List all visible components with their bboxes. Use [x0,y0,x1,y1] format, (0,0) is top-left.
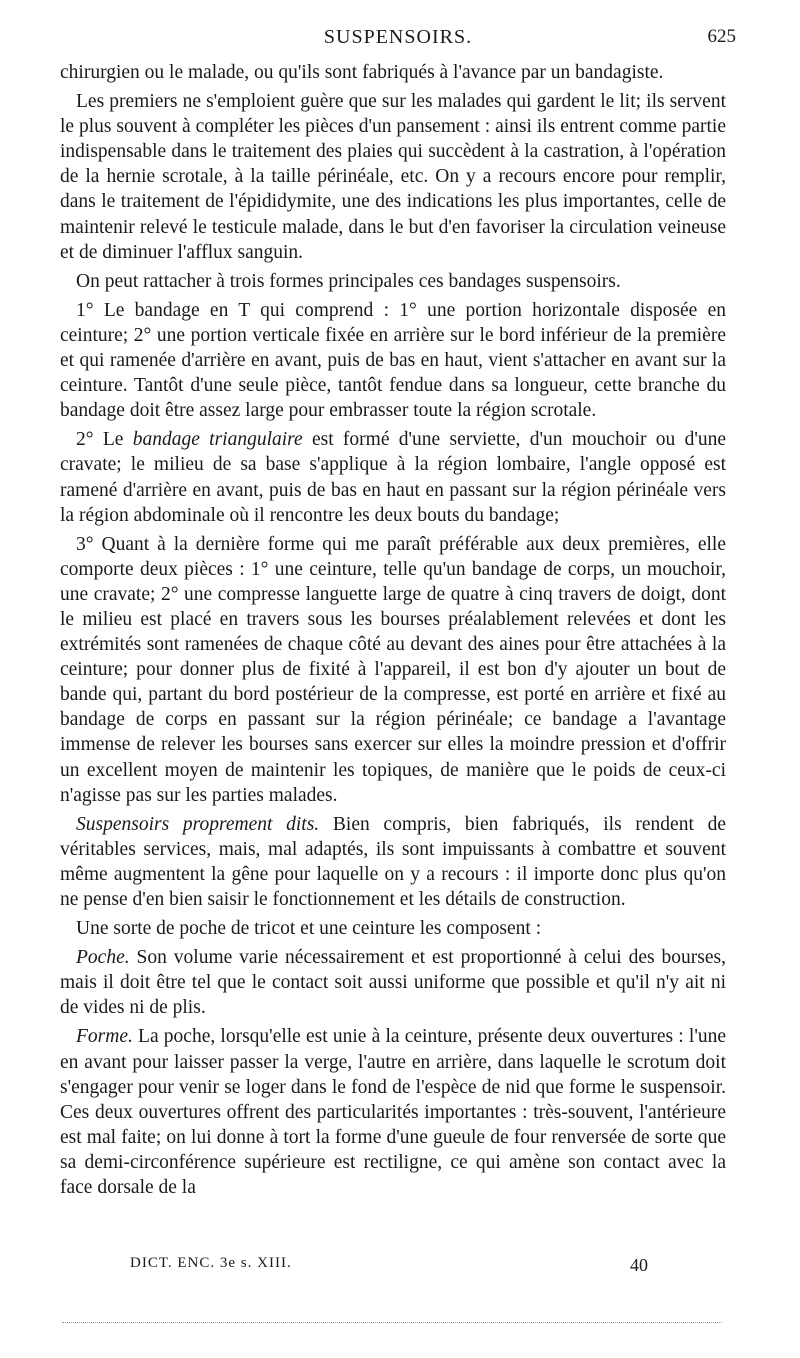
paragraph [60,1024,726,1200]
paragraph [60,89,726,265]
printer-signature: DICT. ENC. 3e s. XIII. [130,1255,292,1271]
italic-run: bandage triangulaire [132,429,303,451]
paragraph [60,945,726,1020]
text-run: 2° Le [76,429,133,451]
paragraph [60,427,726,527]
paragraph [60,812,726,912]
text-run: Une sorte de poche de tricot et une ceinture les composent : [76,918,542,940]
text-run: Les premiers ne s'emploient guère que sur les malades qui gardent le lit; ils servent le plus souvent à compléter les pièces d'un pansement : ainsi ils entrent comme partie indispensable dans le traitement des plaies qui succèdent à la castration, à l'opération de la hernie scrotale, à la taille périnéale, etc. On y a recours encore pour remplir, dans le traitement de l'épididymite, une des indications les plus importantes, celle de maintenir relevé le testicule malade, dans le but d'en favoriser la circulation veineuse et de diminuer l'afflux sanguin. [60,91,726,263]
italic-run: Poche. [76,947,130,969]
italic-run: Forme. [76,1026,133,1048]
paragraph [60,916,726,941]
text-run: 1° Le bandage en T qui comprend : 1° une portion horizontale disposée en ceinture; 2° une portion verticale fixée en arrière sur le bord inférieur de la première et qui ramenée d'arrière en avant, puis de bas en haut, vient s'attacher en avant sur la ceinture. Tantôt d'une seule pièce, tantôt fendue dans sa longueur, cette branche du bandage doit être assez large pour embrasser toute la région scrotale. [60,299,726,422]
text-run: chirurgien ou le malade, ou qu'ils sont fabriqués à l'avance par un bandagiste. [60,62,664,83]
page-number: 625 [707,26,736,47]
page-footer [130,1255,660,1279]
bottom-rule [62,1322,722,1323]
text-run: On peut rattacher à trois formes principales ces bandages suspensoirs. [76,270,621,292]
text-run: Bien compris, bien fabriqués, ils rendent de véritables services, mais, mal adaptés, ils sont impuissants à combattre et souvent même augmentent la gêne pour laquelle on y a recours : il importe donc plus qu'on ne pense d'en bien saisir le fonctionnement et les détails de construction. [60,813,726,910]
text-run: La poche, lorsqu'elle est unie à la ceinture, présente deux ouvertures : l'une en avant pour laisser passer la verge, l'autre en arrière, dans laquelle le scrotum doit s'engager pour venir se loger dans le fond de l'espèce de nid que forme le suspensoir. Ces deux ouvertures offrent des particularités importantes : très-souvent, l'antérieure est mal faite; on lui donne à tort la forme d'une gueule de four renversée de sorte que sa demi-circonférence supérieure est rectiligne, ce qui amène son contact avec la face dorsale de la [60,1026,726,1199]
paragraph [60,298,726,423]
paragraph [60,532,726,808]
paragraph [60,60,726,85]
text-run: Son volume varie nécessairement et est proportionné à celui des bourses, mais il doit être tel que le contact soit aussi uniforme que possible et qu'il n'y ait ni de vides ni de plis. [60,947,726,1019]
running-title: SUSPENSOIRS. [323,26,473,48]
italic-run: Suspensoirs proprement dits. [76,813,320,835]
paragraph [60,269,726,294]
sheet-number: 40 [630,1255,648,1275]
text-run: 3° Quant à la dernière forme qui me paraît préférable aux deux premières, elle comporte deux pièces : 1° une ceinture, telle qu'un bandage de corps, un mouchoir, une cravate; 2° une compresse languette large de quatre à cinq travers de doigt, dont le milieu est placé en travers sous les bourses préalablement relevées et dont les extrémités sont ramenées de chaque côté au devant des aines pour être attachées à la ceinture; pour donner plus de fixité à l'appareil, il est bon d'y ajouter un bout de bande qui, partant du bord postérieur de la compresse, est porté en arrière et fixé au bandage de corps en passant sur la région périnéale; ce bandage a l'avantage immense de relever les bourses sans exercer sur elles la moindre pression et d'offrir un excellent moyen de maintenir les topiques, de manière que le poids de ceux-ci n'agisse pas sur les parties malades. [60,533,726,806]
body-text [60,60,726,1200]
text-run: est formé d'une serviette, d'un mouchoir ou d'une cravate; le milieu de sa base s'applique à la région lombaire, l'angle opposé est ramené d'arrière en avant, puis de bas en haut en passant sur la région périnéale vers la région abdominale où il rencontre les deux bouts du bandage; [60,429,726,526]
page-header [60,26,736,54]
